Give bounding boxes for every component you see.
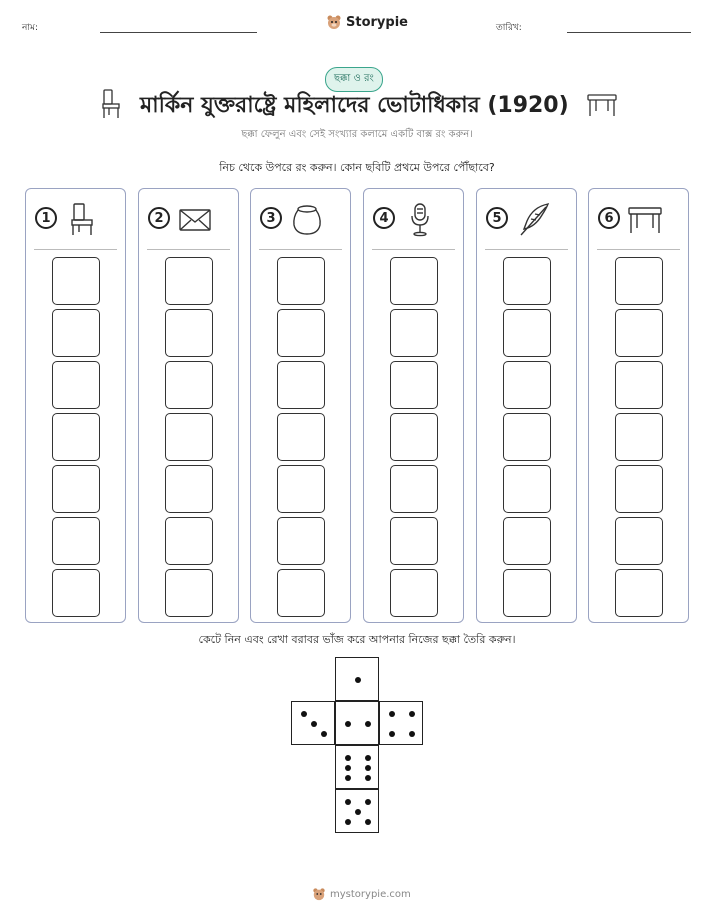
dice-pip bbox=[409, 731, 415, 737]
color-box[interactable] bbox=[277, 465, 325, 513]
column-6 bbox=[588, 188, 689, 623]
column-number: 5 bbox=[486, 207, 508, 229]
column-5 bbox=[476, 188, 577, 623]
column-1 bbox=[25, 188, 126, 623]
color-box[interactable] bbox=[52, 309, 100, 357]
color-box[interactable] bbox=[615, 257, 663, 305]
dice-pip bbox=[355, 677, 361, 683]
dice-pip bbox=[345, 819, 351, 825]
color-box[interactable] bbox=[165, 465, 213, 513]
column-number: 4 bbox=[373, 207, 395, 229]
column-4 bbox=[363, 188, 464, 623]
dice-pip bbox=[345, 721, 351, 727]
color-box[interactable] bbox=[390, 465, 438, 513]
color-box[interactable] bbox=[277, 361, 325, 409]
bear-logo-icon bbox=[326, 14, 342, 30]
column-divider bbox=[147, 249, 230, 250]
table-icon bbox=[586, 92, 618, 118]
column-2 bbox=[138, 188, 239, 623]
color-box[interactable] bbox=[390, 361, 438, 409]
dice-pip bbox=[389, 731, 395, 737]
pot-icon bbox=[289, 201, 325, 237]
column-divider bbox=[485, 249, 568, 250]
column-divider bbox=[597, 249, 680, 250]
dice-pip bbox=[365, 765, 371, 771]
dice-pip bbox=[355, 809, 361, 815]
dice-face-4 bbox=[379, 701, 423, 745]
name-label: নাম: bbox=[22, 23, 39, 33]
dice-pip bbox=[365, 755, 371, 761]
color-box[interactable] bbox=[165, 309, 213, 357]
dice-pip bbox=[389, 711, 395, 717]
dice-pip bbox=[365, 819, 371, 825]
dice-pip bbox=[321, 731, 327, 737]
date-line[interactable] bbox=[567, 32, 691, 33]
name-line[interactable] bbox=[100, 32, 257, 33]
table-icon bbox=[627, 201, 663, 237]
color-box[interactable] bbox=[277, 517, 325, 565]
color-box[interactable] bbox=[503, 257, 551, 305]
chair-icon bbox=[100, 88, 124, 120]
color-box[interactable] bbox=[165, 257, 213, 305]
column-divider bbox=[34, 249, 117, 250]
color-box[interactable] bbox=[615, 309, 663, 357]
dice-face-2 bbox=[335, 701, 379, 745]
microphone-icon bbox=[402, 201, 438, 237]
footer bbox=[312, 887, 411, 901]
color-box[interactable] bbox=[277, 413, 325, 461]
dice-pip bbox=[301, 711, 307, 717]
column-number: 1 bbox=[35, 207, 57, 229]
chair-icon bbox=[64, 201, 100, 237]
color-box[interactable] bbox=[52, 465, 100, 513]
column-number: 3 bbox=[260, 207, 282, 229]
footer-url[interactable]: mystorypie.com bbox=[330, 888, 411, 900]
dice-pip bbox=[365, 799, 371, 805]
color-box[interactable] bbox=[277, 309, 325, 357]
dice-pip bbox=[345, 799, 351, 805]
color-box[interactable] bbox=[503, 569, 551, 617]
dice-pip bbox=[365, 775, 371, 781]
color-box[interactable] bbox=[165, 361, 213, 409]
instruction: নিচ থেকে উপরে রং করুন। কোন ছবিটি প্রথমে উপরে পৌঁছাবে? bbox=[219, 161, 495, 174]
dice-pip bbox=[409, 711, 415, 717]
color-box[interactable] bbox=[390, 569, 438, 617]
column-number: 6 bbox=[598, 207, 620, 229]
color-box[interactable] bbox=[52, 257, 100, 305]
envelope-icon bbox=[177, 201, 213, 237]
subtitle: ছক্কা ফেলুন এবং সেই সংখ্যার কলামে একটি বাক্স রং করুন। bbox=[241, 129, 473, 140]
dice-face-3 bbox=[291, 701, 335, 745]
date-label: তারিখ: bbox=[496, 23, 522, 33]
feather-quill-icon bbox=[515, 201, 551, 237]
brand-name: Storypie bbox=[346, 14, 408, 30]
column-number: 2 bbox=[148, 207, 170, 229]
bear-logo-icon bbox=[312, 887, 326, 901]
color-box[interactable] bbox=[615, 413, 663, 461]
dice-face-1 bbox=[335, 657, 379, 701]
color-box[interactable] bbox=[390, 257, 438, 305]
color-box[interactable] bbox=[165, 517, 213, 565]
color-box[interactable] bbox=[52, 569, 100, 617]
color-box[interactable] bbox=[615, 465, 663, 513]
dice-pip bbox=[345, 765, 351, 771]
dice-face-5 bbox=[335, 789, 379, 833]
activity-badge: ছক্কা ও রং bbox=[325, 67, 383, 92]
color-box[interactable] bbox=[52, 361, 100, 409]
color-box[interactable] bbox=[390, 517, 438, 565]
dice-pip bbox=[311, 721, 317, 727]
dice-face-6 bbox=[335, 745, 379, 789]
color-box[interactable] bbox=[390, 309, 438, 357]
color-box[interactable] bbox=[503, 517, 551, 565]
color-box[interactable] bbox=[615, 569, 663, 617]
cut-instruction: কেটে নিন এবং রেখা বরাবর ভাঁজ করে আপনার নিজের ছক্কা তৈরি করুন। bbox=[198, 633, 516, 646]
brand-logo bbox=[326, 14, 408, 30]
color-box[interactable] bbox=[277, 257, 325, 305]
dice-pip bbox=[365, 721, 371, 727]
column-divider bbox=[259, 249, 342, 250]
dice-pip bbox=[345, 755, 351, 761]
color-box[interactable] bbox=[390, 413, 438, 461]
color-box[interactable] bbox=[52, 517, 100, 565]
color-box[interactable] bbox=[503, 465, 551, 513]
color-box[interactable] bbox=[52, 413, 100, 461]
color-box[interactable] bbox=[165, 569, 213, 617]
page-title: মার্কিন যুক্তরাষ্ট্রে মহিলাদের ভোটাধিকার (1920) bbox=[140, 93, 569, 118]
color-box[interactable] bbox=[503, 361, 551, 409]
color-box[interactable] bbox=[615, 361, 663, 409]
color-box[interactable] bbox=[503, 309, 551, 357]
column-divider bbox=[372, 249, 455, 250]
color-box[interactable] bbox=[165, 413, 213, 461]
color-box[interactable] bbox=[503, 413, 551, 461]
color-box[interactable] bbox=[277, 569, 325, 617]
dice-pip bbox=[345, 775, 351, 781]
column-3 bbox=[250, 188, 351, 623]
color-box[interactable] bbox=[615, 517, 663, 565]
